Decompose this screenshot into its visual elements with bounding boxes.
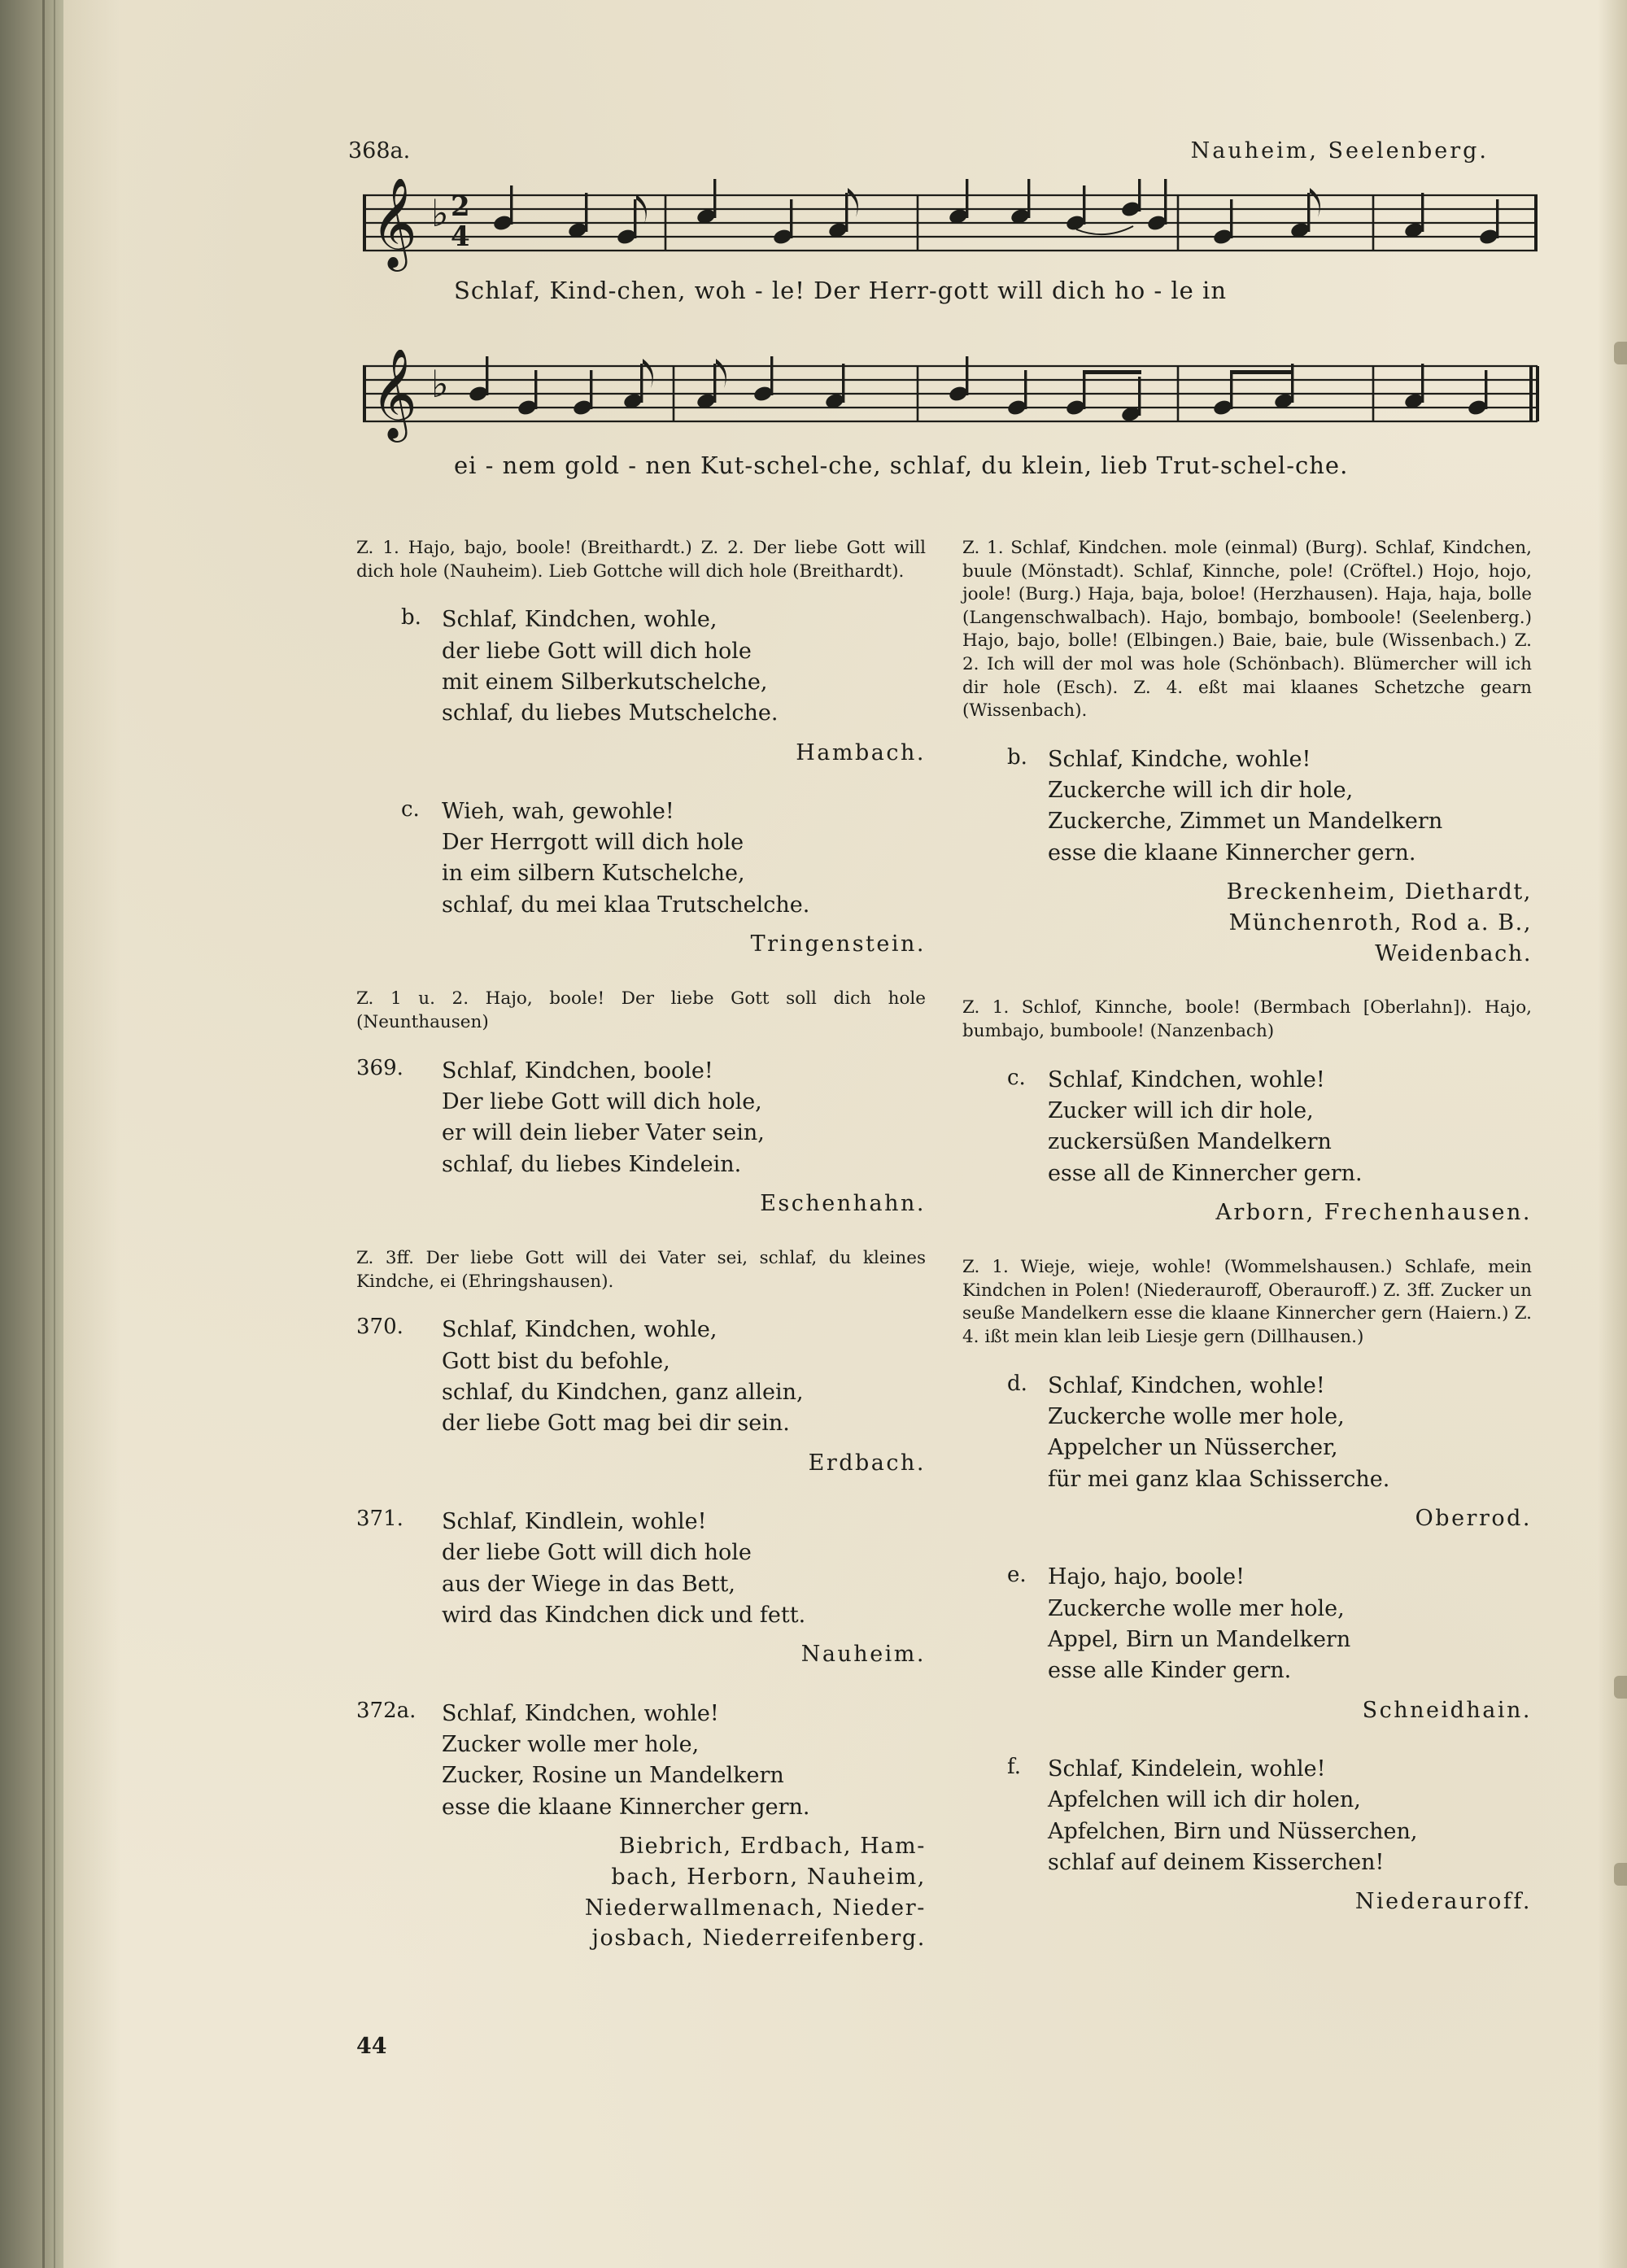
verse-letter: f.	[1007, 1754, 1021, 1779]
verse-line: Zucker will ich dir hole,	[1048, 1097, 1314, 1123]
verse-line: schlaf auf deinem Kisserchen!	[1048, 1849, 1385, 1875]
verse-source: Schneidhain.	[1362, 1697, 1532, 1723]
verse-line: Zuckerche, Zimmet un Mandelkern	[1048, 809, 1443, 835]
verse-number: 370.	[356, 1315, 403, 1340]
verse-line: Zuckerche will ich dir hole,	[1048, 778, 1354, 804]
verse-source-line: Münchenroth, Rod a. B.,	[1228, 909, 1532, 936]
verse-line: Appelcher un Nüssercher,	[1048, 1435, 1338, 1461]
verse-line: Apfelchen, Birn und Nüsserchen,	[1048, 1818, 1418, 1844]
verse-source: Erdbach.	[808, 1450, 926, 1476]
verse-lines	[442, 1315, 926, 1439]
page-number: 44	[356, 2034, 387, 2059]
verse-entry	[962, 1562, 1532, 1686]
verse-lines	[442, 1507, 926, 1631]
variant-note: Z. 1. Schlaf, Kindchen. mole (einmal) (Burg). Schlaf, Kindchen, buule (Mönstadt). Schlaf, Kinnche, pole! (Cröftel.) Hojo, hojo, joole! (Burg.) Haja, baja, boloe! (Herzhausen). Haja, haja, bolle (Langenschwalbach). Hajo, bombajo, bomboole! (Seelenberg.) Hajo, bajo, bolle! (Elbingen.) Baie, baie, bule (Wissenbach.) Z. 2. Ich will der mol was hole (Schönbach). Blümercher will ich dir hole (Esch). Z. 4. eßt mai klaanes Schetzche gearn (Wissenbach).	[962, 538, 1532, 722]
variant-note: Z. 1. Wieje, wieje, wohle! (Wommelshausen.) Schlafe, mein Kindchen in Polen! (Niederauroff, Oberauroff.) Z. 3ff. Zucker un seuße Mandelkern esse die klaane Kinnercher gern (Haiern.) Z. 4. ißt mein klan leib Liesje gern (Dillhausen.)	[962, 1257, 1532, 1348]
verse-entry	[356, 1507, 926, 1631]
music-stave-2	[356, 350, 1544, 459]
verse-line: Zucker, Rosine un Mandelkern	[442, 1763, 784, 1789]
verse-line: der liebe Gott will dich hole	[442, 1540, 752, 1566]
verse-line: Apfelchen will ich dir holen,	[1048, 1787, 1361, 1813]
verse-line: der liebe Gott mag bei dir sein.	[442, 1411, 790, 1437]
verse-line: Der liebe Gott will dich hole,	[442, 1088, 762, 1114]
svg-text:2: 2	[451, 190, 470, 223]
gutter-line	[42, 0, 45, 2268]
book-page	[63, 0, 1627, 2268]
verse-source-line: josbach, Niederreifenberg.	[591, 1926, 926, 1952]
verse-letter: d.	[1007, 1371, 1027, 1396]
verse-line: der liebe Gott will dich hole	[442, 638, 752, 664]
verse-letter: c.	[401, 796, 420, 822]
verse-line: Hajo, hajo, boole!	[1048, 1564, 1245, 1590]
verse-line: Der Herrgott will dich hole	[442, 830, 744, 856]
svg-text:♭: ♭	[431, 362, 449, 406]
verse-line: Gott bist du befohle,	[442, 1348, 670, 1374]
verse-line: Appel, Birn un Mandelkern	[1048, 1626, 1351, 1652]
verse-letter: c.	[1007, 1065, 1026, 1090]
verse-entry	[962, 1371, 1532, 1495]
verse-source: Nauheim.	[800, 1642, 926, 1668]
svg-text:𝄞: 𝄞	[371, 350, 417, 438]
song-place: Nauheim, Seelenberg.	[1190, 138, 1489, 164]
verse-letter: e.	[1007, 1563, 1027, 1588]
verse-lines	[442, 796, 926, 921]
variant-note: Z. 1 u. 2. Hajo, boole! Der liebe Gott soll dich hole (Neunthausen)	[356, 988, 926, 1033]
verse-line: esse alle Kinder gern.	[1048, 1658, 1292, 1684]
stave-1-lyrics: Schlaf, Kind-chen, woh - le! Der Herr-gott will dich ho - le in	[454, 277, 1228, 304]
verse-entry	[356, 796, 926, 921]
verse-lines	[1048, 1562, 1532, 1686]
song-number: 368a.	[348, 138, 411, 164]
verse-line: schlaf, du mei klaa Trutschelche.	[442, 892, 810, 918]
verse-line: mit einem Silberkutschelche,	[442, 669, 768, 695]
verse-source: Tringenstein.	[750, 931, 926, 957]
verse-letter: b.	[1007, 744, 1027, 770]
verse-line: schlaf, du Kindchen, ganz allein,	[442, 1380, 804, 1406]
verse-source: Oberrod.	[1415, 1505, 1532, 1531]
svg-text:𝄞: 𝄞	[371, 179, 417, 268]
verse-source: Arborn, Frechenhausen.	[1215, 1199, 1532, 1225]
verse-line: Schlaf, Kindchen, boole!	[442, 1058, 713, 1084]
verse-line: aus der Wiege in das Bett,	[442, 1571, 735, 1597]
verse-line: Zucker wolle mer hole,	[442, 1732, 700, 1758]
book-gutter	[0, 0, 63, 2268]
verse-source-line: Niederwallmenach, Nieder-	[584, 1895, 926, 1921]
gutter-line	[54, 0, 55, 2268]
verse-line: zuckersüßen Mandelkern	[1048, 1129, 1332, 1155]
verse-source: Eschenhahn.	[760, 1190, 926, 1216]
stave-2-lyrics: ei - nem gold - nen Kut-schel-che, schlaf, du klein, lieb Trut-schel-che.	[454, 451, 1349, 479]
verse-source-line: Weidenbach.	[1375, 940, 1532, 966]
verse-entry	[356, 604, 926, 729]
verse-line: in eim silbern Kutschelche,	[442, 861, 745, 887]
stave-2-svg	[356, 350, 1544, 456]
verse-line: esse die klaane Kinnercher gern.	[1048, 840, 1416, 866]
verse-entry	[962, 1754, 1532, 1878]
verse-lines	[1048, 744, 1532, 869]
verse-source-line: Biebrich, Erdbach, Ham-	[618, 1834, 926, 1860]
variant-note: Z. 1. Hajo, bajo, boole! (Breithardt.) Z. 2. Der liebe Gott will dich hole (Nauheim). Lieb Gottche will dich hole (Breithardt).	[356, 538, 926, 582]
verse-line: Schlaf, Kindchen, wohle,	[442, 1317, 718, 1343]
svg-text:♭: ♭	[431, 191, 449, 235]
verse-line: Schlaf, Kindchen, wohle!	[442, 1700, 719, 1726]
verse-lines	[442, 1056, 926, 1180]
page-content	[63, 0, 1627, 2268]
verse-line: Zuckerche wolle mer hole,	[1048, 1595, 1345, 1621]
verse-line: Schlaf, Kindche, wohle!	[1048, 746, 1311, 772]
verse-lines	[1048, 1371, 1532, 1495]
verse-line: esse die klaane Kinnercher gern.	[442, 1794, 810, 1820]
variant-note: Z. 1. Schlof, Kinnche, boole! (Bermbach [Oberlahn]). Hajo, bumbajo, bumboole! (Nanzenbach)	[962, 997, 1532, 1042]
verse-lines	[1048, 1754, 1532, 1878]
verse-number: 372a.	[356, 1698, 417, 1723]
verse-source: Hambach.	[796, 739, 926, 765]
verse-line: Schlaf, Kindelein, wohle!	[1048, 1756, 1326, 1782]
verse-line: Wieh, wah, gewohle!	[442, 798, 674, 824]
verse-number: 369.	[356, 1055, 403, 1080]
music-stave-1	[356, 179, 1544, 288]
verse-lines	[442, 1699, 926, 1823]
verse-letter: b.	[401, 605, 421, 630]
verse-lines	[1048, 1065, 1532, 1189]
verse-lines	[442, 604, 926, 729]
verse-line: Schlaf, Kindchen, wohle,	[442, 607, 718, 633]
verse-source-line: Breckenheim, Diethardt,	[1226, 879, 1532, 905]
verse-entry	[962, 744, 1532, 869]
verse-source	[356, 1831, 926, 1954]
verse-source	[962, 877, 1532, 969]
verse-entry	[356, 1699, 926, 1823]
verse-entry	[962, 1065, 1532, 1189]
verse-line: schlaf, du liebes Kindelein.	[442, 1151, 742, 1177]
stave-1-svg	[356, 179, 1544, 285]
verse-line: für mei ganz klaa Schisserche.	[1048, 1466, 1390, 1492]
verse-number: 371.	[356, 1507, 403, 1532]
variant-note: Z. 3ff. Der liebe Gott will dei Vater sei, schlaf, du kleines Kindche, ei (Ehringshausen).	[356, 1248, 926, 1292]
verse-line: Zuckerche wolle mer hole,	[1048, 1403, 1345, 1429]
verse-entry	[356, 1056, 926, 1180]
verse-entry	[356, 1315, 926, 1439]
verse-line: Schlaf, Kindlein, wohle!	[442, 1509, 707, 1535]
verse-line: esse all de Kinnercher gern.	[1048, 1160, 1363, 1186]
verse-line: Schlaf, Kindchen, wohle!	[1048, 1372, 1325, 1398]
svg-text:4: 4	[451, 220, 470, 253]
verse-line: er will dein lieber Vater sein,	[442, 1120, 765, 1146]
verse-line: wird das Kindchen dick und fett.	[442, 1603, 806, 1629]
verse-line: schlaf, du liebes Mutschelche.	[442, 700, 779, 726]
right-text-column	[962, 537, 1532, 1946]
verse-line: Schlaf, Kindchen, wohle!	[1048, 1066, 1325, 1093]
verse-source-line: bach, Herborn, Nauheim,	[611, 1864, 926, 1890]
verse-source: Niederauroff.	[1354, 1889, 1532, 1915]
left-text-column	[356, 537, 926, 1982]
